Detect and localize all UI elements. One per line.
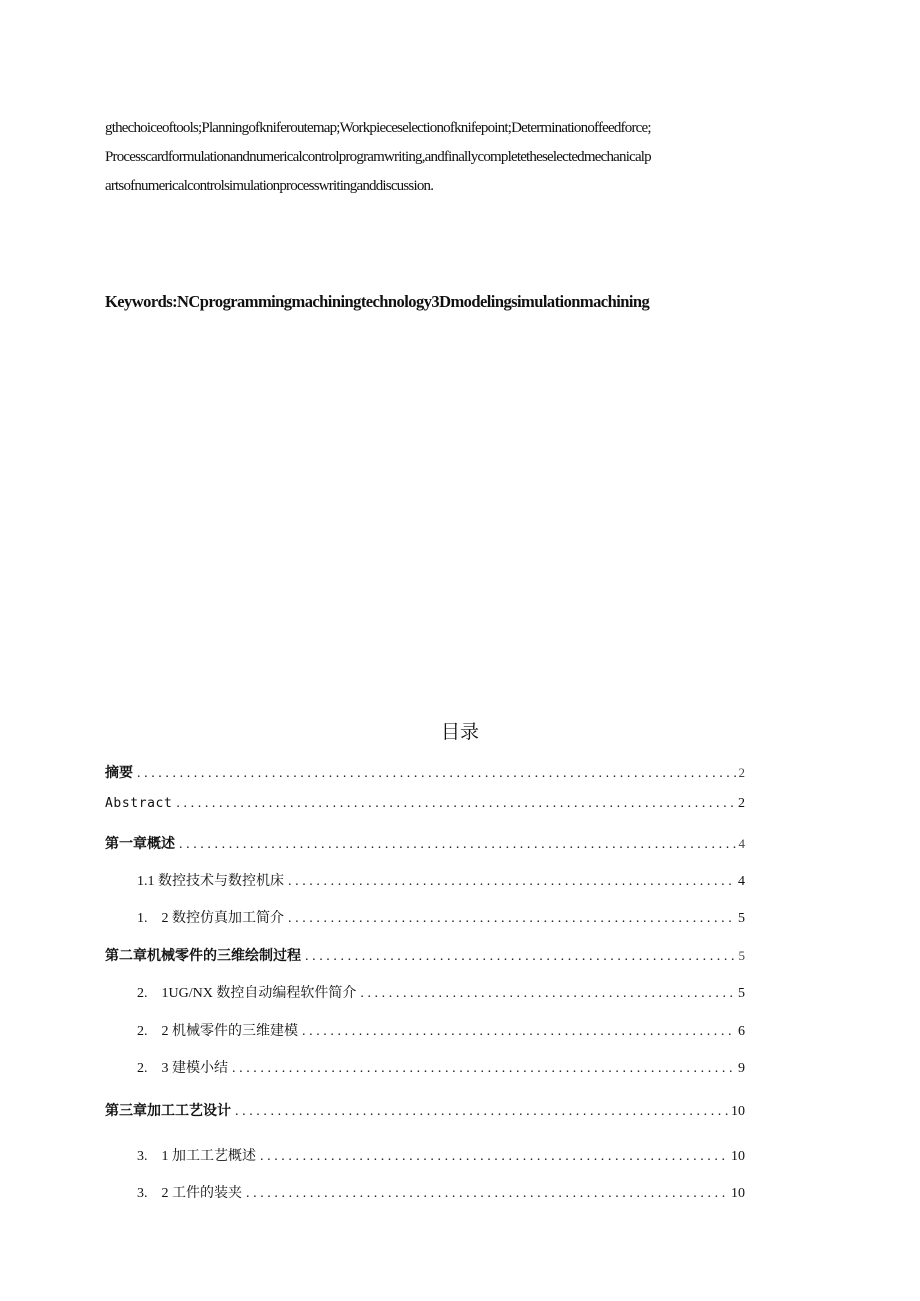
toc-entry-label: 1.1 数控技术与数控机床: [137, 874, 284, 889]
toc-title: 目录: [440, 721, 479, 743]
toc-entry-label: 2. 1UG/NX 数控自动编程软件简介: [137, 986, 357, 1001]
toc-entry-chapter-1[interactable]: [105, 833, 745, 855]
toc-entry-abstract-cn[interactable]: [105, 762, 745, 784]
toc-entry-label: 2. 2 机械零件的三维建模: [137, 1024, 298, 1039]
toc-entry-page: 10: [731, 1186, 745, 1201]
toc-leader-dots: [232, 1061, 736, 1077]
toc-entry-section-3-2[interactable]: [105, 1182, 745, 1204]
toc-entry-label: 第三章加工工艺设计: [105, 1103, 231, 1119]
toc-entry-label: 1. 2 数控仿真加工简介: [137, 911, 284, 926]
toc-entry-section-1-2[interactable]: [105, 907, 745, 929]
toc-entry-label: 第二章机械零件的三维绘制过程: [105, 948, 301, 964]
toc-entry-page: 5: [738, 948, 745, 963]
toc-entry-chapter-2[interactable]: [105, 945, 745, 967]
abstract-text: [105, 114, 820, 201]
toc-entry-label: 第一章概述: [105, 836, 175, 852]
toc-leader-dots: [246, 1186, 729, 1202]
toc-entry-page: 2: [738, 765, 745, 780]
toc-entry-page: 5: [738, 911, 745, 926]
toc-entry-label: Abstract: [105, 796, 173, 811]
toc-entry-page: 9: [738, 1061, 745, 1076]
toc-entry-section-2-2[interactable]: [105, 1020, 745, 1042]
keywords-line: Keywords:NCprogrammingmachiningtechnology3Dmodelingsimulationmachining: [105, 292, 650, 311]
toc-entry-section-3-1[interactable]: [105, 1145, 745, 1167]
toc-leader-dots: [260, 1149, 729, 1165]
toc-entry-page: 2: [738, 796, 745, 811]
toc-entry-label: 3. 2 工件的装夹: [137, 1186, 242, 1201]
toc-leader-dots: [137, 766, 737, 782]
toc-leader-dots: [288, 874, 736, 890]
toc-leader-dots: [305, 949, 737, 965]
toc-leader-dots: [302, 1024, 736, 1040]
toc-entry-abstract-en[interactable]: [105, 796, 745, 818]
toc-leader-dots: [360, 986, 736, 1002]
toc-entry-label: 2. 3 建模小结: [137, 1061, 228, 1076]
toc-entry-page: 10: [731, 1104, 745, 1119]
toc-entry-page: 4: [738, 874, 745, 889]
toc-entry-section-2-3[interactable]: [105, 1057, 745, 1079]
abstract-line: Processcardformulationandnumericalcontrolprogramwriting,andfinallycompletetheselectedmechanicalp: [105, 149, 651, 165]
toc-entry-label: 3. 1 加工工艺概述: [137, 1149, 256, 1164]
abstract-line: gthechoiceoftools;Planningofkniferoutemap;Workpieceselectionofknifepoint;Determinationoffeedforce;: [105, 120, 651, 136]
toc-entry-page: 6: [738, 1024, 745, 1039]
toc-entry-label: 摘要: [105, 765, 133, 781]
toc-entry-page: 4: [738, 836, 745, 851]
toc-leader-dots: [176, 796, 736, 812]
toc-leader-dots: [288, 911, 736, 927]
toc-leader-dots: [235, 1104, 729, 1120]
abstract-line: artsofnumericalcontrolsimulationprocesswritinganddiscussion.: [105, 178, 434, 194]
toc-entry-page: 5: [738, 986, 745, 1001]
toc-entry-chapter-3[interactable]: [105, 1100, 745, 1122]
toc-leader-dots: [179, 837, 737, 853]
toc-entry-page: 10: [731, 1149, 745, 1164]
toc-entry-section-2-1[interactable]: [105, 982, 745, 1004]
toc-entry-section-1-1[interactable]: [105, 870, 745, 892]
